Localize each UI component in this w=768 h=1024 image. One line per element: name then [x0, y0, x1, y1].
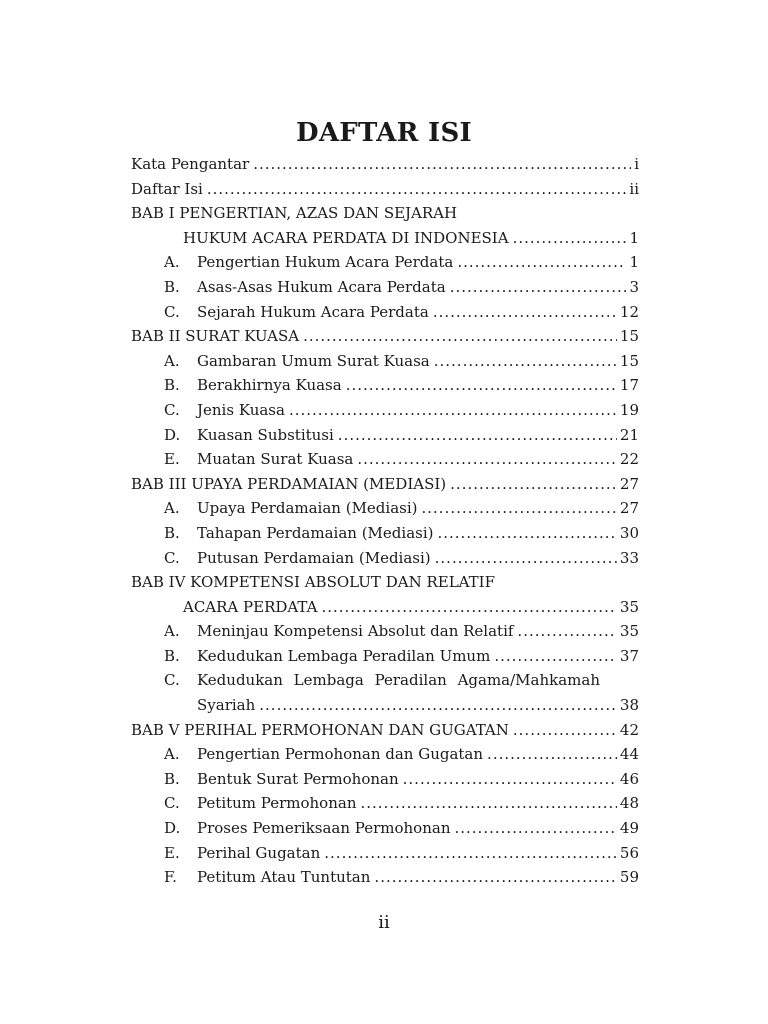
leader-dots — [259, 693, 617, 718]
toc-entry-title: Syariah — [197, 696, 256, 715]
toc-entry-page: 42 — [619, 720, 639, 739]
toc-entry-marker: B. — [164, 523, 180, 542]
toc-entry-marker: A. — [164, 351, 180, 370]
toc-entry-title: Pengertian Hukum Acara Perdata — [197, 253, 454, 272]
toc-subentry[interactable] — [131, 447, 639, 472]
toc-entry-title: Gambaran Umum Surat Kuasa — [197, 351, 430, 370]
toc-entry-marker: B. — [164, 277, 180, 296]
table-of-contents — [131, 152, 639, 890]
toc-subentry[interactable] — [131, 423, 639, 448]
toc-entry-page: 19 — [619, 400, 639, 419]
toc-subentry-continuation[interactable] — [131, 693, 639, 718]
toc-entry-title: BAB IV KOMPETENSI ABSOLUT DAN RELATIF — [131, 573, 496, 592]
toc-subentry[interactable] — [131, 300, 639, 325]
toc-entry-marker: C. — [164, 400, 180, 419]
leader-dots — [434, 349, 617, 374]
toc-entry-page: 15 — [619, 327, 639, 346]
leader-dots — [450, 275, 627, 300]
toc-subentry[interactable] — [131, 742, 639, 767]
toc-entry-page: 33 — [619, 548, 639, 567]
toc-entry-page: 27 — [619, 499, 639, 518]
leader-dots — [357, 447, 617, 472]
leader-dots — [374, 865, 616, 890]
toc-entry-title: Muatan Surat Kuasa — [197, 450, 354, 469]
toc-entry-title: BAB V PERIHAL PERMOHONAN DAN GUGATAN — [131, 720, 509, 739]
toc-chapter-heading[interactable] — [131, 201, 639, 226]
toc-entry-page: 22 — [619, 450, 639, 469]
leader-dots — [324, 841, 617, 866]
toc-subentry[interactable] — [131, 619, 639, 644]
toc-entry-page: 35 — [619, 597, 639, 616]
leader-dots — [360, 791, 616, 816]
toc-entry-title: Bentuk Surat Permohonan — [197, 769, 399, 788]
toc-entry-title: BAB I PENGERTIAN, AZAS DAN SEJARAH — [131, 204, 458, 223]
toc-entry-title: Proses Pemeriksaan Permohonan — [197, 819, 451, 838]
toc-entry[interactable] — [131, 595, 639, 620]
toc-entry-marker: B. — [164, 646, 180, 665]
toc-entry-title: Berakhirnya Kuasa — [197, 376, 342, 395]
toc-entry-marker: A. — [164, 622, 180, 641]
toc-entry-page: 48 — [619, 794, 639, 813]
toc-entry-marker: E. — [164, 450, 180, 469]
leader-dots — [517, 619, 616, 644]
toc-entry-page: 49 — [619, 819, 639, 838]
leader-dots — [433, 300, 617, 325]
toc-entry[interactable] — [131, 718, 639, 743]
leader-dots — [513, 226, 627, 251]
leader-dots — [487, 742, 617, 767]
toc-subentry[interactable] — [131, 816, 639, 841]
page-title: DAFTAR ISI — [295, 118, 473, 148]
leader-dots — [494, 644, 617, 669]
leader-dots — [513, 718, 617, 743]
toc-entry-page: 3 — [629, 277, 639, 296]
toc-entry-page: 46 — [619, 769, 639, 788]
toc-entry-marker: A. — [164, 253, 180, 272]
toc-entry-marker: D. — [164, 425, 181, 444]
toc-entry-page: 44 — [619, 745, 639, 764]
toc-subentry[interactable] — [131, 767, 639, 792]
toc-entry-page: 15 — [619, 351, 639, 370]
toc-entry-marker: A. — [164, 745, 180, 764]
toc-entry-title: Asas-Asas Hukum Acara Perdata — [197, 277, 446, 296]
leader-dots — [303, 324, 617, 349]
toc-entry-page: 21 — [619, 425, 639, 444]
toc-entry-marker: C. — [164, 671, 180, 690]
toc-entry-page: 12 — [619, 302, 639, 321]
toc-entry[interactable] — [131, 152, 639, 177]
toc-entry-title: Petitum Permohonan — [197, 794, 357, 813]
toc-entry-marker: D. — [164, 819, 181, 838]
leader-dots — [437, 521, 616, 546]
toc-subentry[interactable] — [131, 496, 639, 521]
toc-entry-marker: F. — [164, 868, 177, 887]
toc-entry-marker: B. — [164, 376, 180, 395]
toc-entry-title: Kedudukan Lembaga Peradilan Agama/Mahkamah — [197, 671, 600, 690]
toc-subentry[interactable] — [131, 521, 639, 546]
page-number: ii — [378, 912, 390, 933]
toc-entry[interactable] — [131, 324, 639, 349]
toc-entry-marker: C. — [164, 302, 180, 321]
toc-entry-page: 35 — [619, 622, 639, 641]
toc-entry-title: Kedudukan Lembaga Peradilan Umum — [197, 646, 491, 665]
toc-entry[interactable] — [131, 177, 639, 202]
toc-entry-title: Perihal Gugatan — [197, 843, 321, 862]
leader-dots — [321, 595, 616, 620]
toc-entry-title: Meninjau Kompetensi Absolut dan Relatif — [197, 622, 514, 641]
toc-subentry[interactable] — [131, 668, 639, 693]
toc-entry-title: BAB III UPAYA PERDAMAIAN (MEDIASI) — [131, 474, 447, 493]
toc-subentry[interactable] — [131, 398, 639, 423]
leader-dots — [435, 546, 617, 571]
toc-entry-title: Pengertian Permohonan dan Gugatan — [197, 745, 484, 764]
toc-entry-marker: C. — [164, 794, 180, 813]
toc-subentry[interactable] — [131, 349, 639, 374]
toc-entry-page: 1 — [629, 253, 639, 272]
toc-subentry[interactable] — [131, 546, 639, 571]
toc-entry-title: BAB II SURAT KUASA — [131, 327, 300, 346]
toc-subentry[interactable] — [131, 275, 639, 300]
leader-dots — [207, 177, 627, 202]
toc-entry-title: HUKUM ACARA PERDATA DI INDONESIA — [183, 228, 509, 247]
toc-entry-marker: A. — [164, 499, 180, 518]
toc-entry-marker: B. — [164, 769, 180, 788]
toc-entry-title: Upaya Perdamaian (Mediasi) — [197, 499, 418, 518]
leader-dots — [403, 767, 617, 792]
toc-entry-page: ii — [629, 179, 639, 198]
toc-entry-title: Kata Pengantar — [131, 155, 250, 173]
toc-entry-page: 17 — [619, 376, 639, 395]
toc-entry-page: i — [634, 155, 639, 173]
toc-entry-title: Putusan Perdamaian (Mediasi) — [197, 548, 431, 567]
toc-entry-page: 37 — [619, 646, 639, 665]
toc-entry-page: 27 — [619, 474, 639, 493]
toc-subentry[interactable] — [131, 841, 639, 866]
toc-entry-title: Kuasan Substitusi — [197, 425, 334, 444]
toc-entry-marker: E. — [164, 843, 180, 862]
leader-dots — [289, 398, 617, 423]
leader-dots — [457, 250, 626, 275]
toc-entry-title: Daftar Isi — [131, 179, 203, 198]
toc-subentry[interactable] — [131, 865, 639, 890]
toc-entry-page: 59 — [619, 868, 639, 887]
toc-entry[interactable] — [131, 472, 639, 497]
leader-dots — [338, 423, 617, 448]
toc-subentry[interactable] — [131, 373, 639, 398]
leader-dots — [450, 472, 617, 497]
toc-subentry[interactable] — [131, 644, 639, 669]
leader-dots — [422, 496, 617, 521]
leader-dots — [346, 373, 617, 398]
toc-entry-page: 38 — [619, 696, 639, 715]
toc-subentry[interactable] — [131, 791, 639, 816]
toc-subentry[interactable] — [131, 250, 639, 275]
toc-chapter-heading[interactable] — [131, 570, 639, 595]
toc-entry-title: Jenis Kuasa — [197, 400, 285, 419]
leader-dots — [253, 152, 631, 177]
toc-entry[interactable] — [131, 226, 639, 251]
toc-entry-title: Petitum Atau Tuntutan — [197, 868, 371, 887]
toc-entry-title: Tahapan Perdamaian (Mediasi) — [197, 523, 434, 542]
toc-entry-title: ACARA PERDATA — [183, 597, 318, 616]
toc-entry-marker: C. — [164, 548, 180, 567]
toc-entry-page: 56 — [619, 843, 639, 862]
toc-entry-page: 30 — [619, 523, 639, 542]
toc-entry-page: 1 — [629, 228, 639, 247]
leader-dots — [454, 816, 616, 841]
toc-entry-title: Sejarah Hukum Acara Perdata — [197, 302, 429, 321]
